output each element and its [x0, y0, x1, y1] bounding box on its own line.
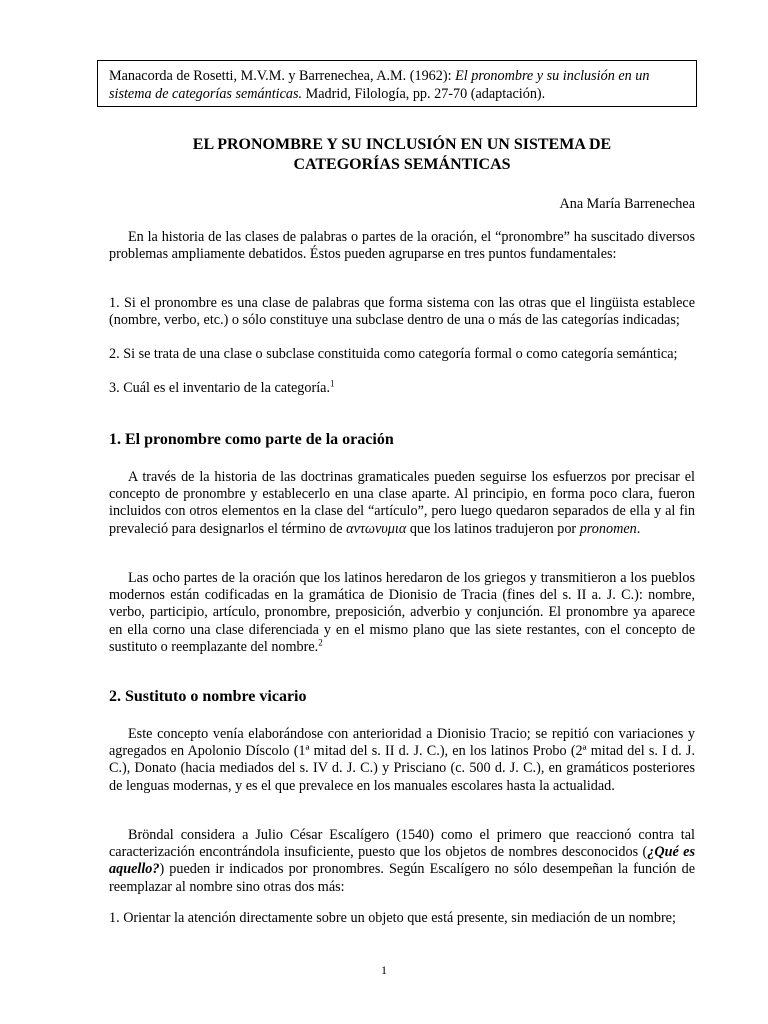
- intro-paragraph: En la historia de las clases de palabras o partes de la oración, el “pronombre” ha suscitado diversos problemas ampliamente debatidos. Éstos pueden agruparse en tres puntos fundamentales:: [109, 229, 695, 263]
- s2p2-end: ) pueden ir indicados por pronombres. Según Escalígero no sólo desempeñan la función de reemplazar al nombre sino otras dos más:: [109, 861, 695, 895]
- point-3-text: 3. Cuál es el inventario de la categoría.: [109, 380, 331, 396]
- section-2-heading: 2. Sustituto o nombre vicario: [109, 688, 307, 705]
- section-2-paragraph-2: [109, 827, 695, 896]
- s1p1-mid: que los latinos tradujeron por: [406, 520, 580, 537]
- section-2-item-1: 1. Orientar la atención directamente sobre un objeto que está presente, sin mediación de un nombre;: [109, 910, 676, 926]
- author-name: Ana María Barrenechea: [559, 196, 695, 212]
- page-number: 1: [381, 963, 387, 977]
- section-1-paragraph-2: [109, 570, 695, 656]
- point-3: [109, 380, 695, 397]
- reference-authors: Manacorda de Rosetti, M.V.M. y Barrenechea, A.M. (1962):: [109, 68, 456, 84]
- document-title: [109, 135, 695, 175]
- reference-box: [97, 60, 697, 107]
- greek-term: αντωνυμια: [346, 520, 407, 537]
- section-2-paragraph-1: Este concepto venía elaborándose con anterioridad a Dionisio Tracio; se repitió con variaciones y agregados en Apolonio Díscolo (1ª mitad del s. II d. J. C.), en los latinos Probo (2ª mitad del s. I d. J. C.), Donato (hacia mediados del s. IV d. J. C.) y Prisciano (c. 500 d. J. C.), en gramáticos posteriores de lenguas modernas, y es el que prevalece en los manuales escolares hasta la actualidad.: [109, 726, 695, 794]
- title-line-2: CATEGORÍAS SEMÁNTICAS: [293, 156, 511, 173]
- s2p2-start: Bröndal considera a Julio César Escalígero (1540) como el primero que reaccionó contra tal caracterización encontrándola insuficiente, puesto que los objetos de nombres desconocidos (: [109, 827, 695, 861]
- point-2: 2. Si se trata de una clase o subclase constituida como categoría formal o como categoría semántica;: [109, 346, 678, 362]
- question-example: ¿Qué es aquello?: [109, 844, 695, 878]
- s1p1-text: A través de la historia de las doctrinas gramaticales pueden seguirse los esfuerzos por precisar el concepto de pronombre y establecerlo en una clase aparte. Al principio, en forma poco clara, fueron incluidos con otros elementos en la clase del “artículo”, pero luego quedaron separados de ella y al fin prevaleció para designarlos el término de: [109, 469, 695, 537]
- s1p2-text: Las ocho partes de la oración que los latinos heredaron de los griegos y transmitieron a los pueblos modernos están codificadas en la gramática de Dionisio de Tracia (fines del s. II a. J. C.): nombre, verbo, participio, artículo, pronombre, preposición, adverbio y conjunción. El pronombre ya aparece en ella corno una clase diferenciada y en el mismo plano que las siete restantes, con el concepto de sustituto o reemplazante del nombre.: [109, 570, 695, 655]
- footnote-mark-1: 1: [330, 378, 335, 389]
- section-1-heading: 1. El pronombre como parte de la oración: [109, 431, 394, 448]
- point-1: 1. Si el pronombre es una clase de palabras que forma sistema con las otras que el lingüista establece (nombre, verbo, etc.) o sólo constituye una subclase dentro de una o más de las categorías indicadas;: [109, 295, 695, 329]
- latin-term: pronomen: [579, 520, 637, 537]
- reference-work-title: El pronombre y su inclusión en un sistema de categorías semánticas.: [109, 68, 650, 102]
- section-1-paragraph-1: [109, 469, 695, 538]
- footnote-mark-2: 2: [318, 637, 323, 648]
- title-line-1: EL PRONOMBRE Y SU INCLUSIÓN EN UN SISTEMA DE: [192, 136, 612, 153]
- reference-publication: Madrid, Filología, pp. 27-70 (adaptación).: [302, 86, 546, 102]
- s1p1-end: .: [636, 520, 641, 537]
